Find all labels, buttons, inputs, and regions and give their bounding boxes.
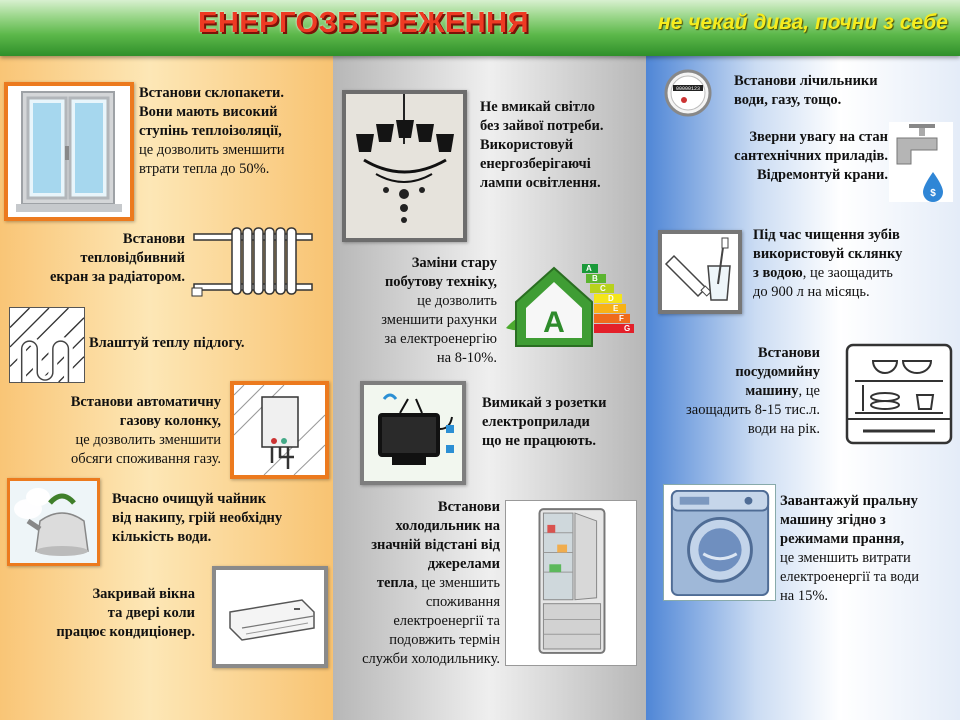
tv-plug-icon <box>360 381 466 485</box>
kettle-icon <box>7 478 100 566</box>
air-conditioner-icon <box>212 566 328 668</box>
teeth-tip: Під час чищення зубів використовуй склянку з водою, це заощадить до 900 л на місяць. <box>753 227 903 300</box>
svg-text:C: C <box>600 284 606 293</box>
page-slogan: не чекай дива, почни з себе <box>658 11 948 34</box>
windows-tip: Встанови склопакети. Вони мають високий ступінь теплоізоляції, це дозволить зменшити втрати тепла до 50%. <box>139 85 285 177</box>
tap-drop-icon <box>889 122 953 202</box>
svg-text:A: A <box>586 264 592 273</box>
svg-text:E: E <box>613 304 619 313</box>
washer-tip: Завантажуй пральну машину згідно з режимами прання, це зменшить витрати електроенергії та води на 15%. <box>780 493 919 604</box>
svg-text:F: F <box>619 314 624 323</box>
title-banner <box>0 0 960 56</box>
meters-tip: Встанови лічильники води, газу, тощо. <box>734 73 878 108</box>
floor-heating-tip: Влаштуй теплу підлогу. <box>89 335 245 351</box>
page-title: ЕНЕРГОЗБЕРЕЖЕННЯ <box>198 7 529 39</box>
ac-tip: Закривай вікна та двері коли працює кондиціонер. <box>56 586 195 640</box>
floor-heating-icon <box>9 307 85 383</box>
svg-text:D: D <box>608 294 614 303</box>
dishwasher-icon <box>843 343 955 447</box>
appliances-tip: Заміни стару побутову техніку, це дозволить зменшити рахунки за електроенергію на 8-10%. <box>381 255 497 366</box>
gas-boiler-icon <box>230 381 329 479</box>
energy-class-letter: A <box>543 306 565 339</box>
lights-tip: Не вмикай світло без зайвої потреби. Використовуй енергозберігаючі лампи освітлення. <box>480 99 604 191</box>
svg-text:$: $ <box>930 188 936 199</box>
chandelier-icon <box>342 90 467 242</box>
washing-machine-icon <box>663 484 776 601</box>
radiator-tip: Встанови тепловідбивний екран за радіатором. <box>49 231 185 285</box>
kettle-tip: Вчасно очищуй чайник від накипу, грій необхідну кількість води. <box>112 491 283 545</box>
fridge-icon <box>505 500 637 666</box>
window-icon <box>4 82 134 221</box>
svg-text:G: G <box>624 324 631 333</box>
meter-icon <box>660 68 716 118</box>
boiler-tip: Встанови автоматичну газову колонку, це дозволить зменшити обсяги споживання газу. <box>70 394 221 467</box>
taps-tip: Зверни увагу на стан сантехнічних приладів. Відремонтуй крани. <box>734 129 888 183</box>
svg-text:B: B <box>592 274 598 283</box>
radiator-icon <box>190 222 316 300</box>
unplug-tip: Вимикай з розетки електроприлади що не працюють. <box>482 395 607 449</box>
energy-class-icon <box>500 258 638 350</box>
fridge-tip: Встанови холодильник на значній відстані від джерелами тепла, це зменшить споживання електроенергії та подовжить термін служби холодильнику. <box>362 499 500 667</box>
dishwasher-tip: Встанови посудомийну машину, це заощадить 8-15 тис.л. води на рік. <box>686 345 820 437</box>
toothbrush-glass-icon <box>658 230 742 314</box>
meter-digits: 00000123 <box>675 86 701 92</box>
